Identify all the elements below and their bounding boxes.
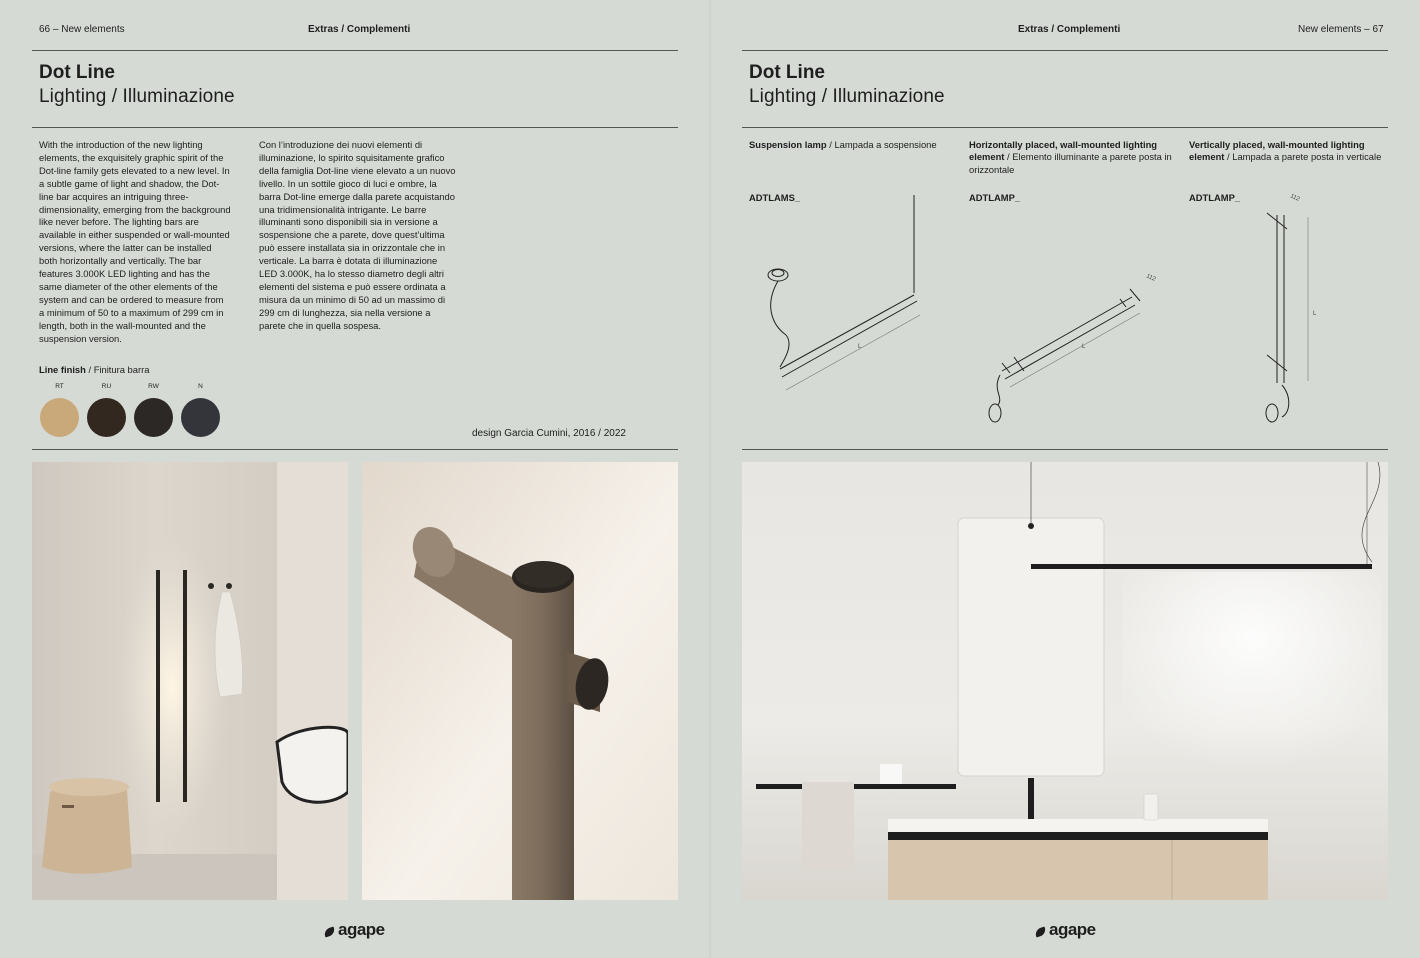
section-header: Extras / Complementi: [308, 24, 411, 35]
photo-bathroom: [742, 462, 1388, 900]
right-page: [711, 0, 1420, 958]
dim-length-horizontal: L: [1082, 344, 1086, 350]
leaf-icon: [323, 926, 336, 937]
product-code-suspension: ADTLAMS_: [749, 192, 801, 203]
dim-diameter-vertical: 112: [1289, 193, 1301, 203]
product-name-suspension-it: / Lampada a sospensione: [826, 139, 937, 150]
title-divider: [32, 127, 678, 128]
finish-swatch-ru: [87, 398, 126, 437]
product-title-right: Dot Line: [749, 62, 825, 83]
dim-length-vertical: L: [1313, 311, 1317, 317]
brand-logo: [324, 920, 385, 940]
bathroom-illustration: [742, 462, 1388, 900]
product-name-suspension: [749, 139, 954, 151]
finish-swatch-rt: [40, 398, 79, 437]
product-name-vertical-it: / Lampada a parete posta in verticale: [1224, 151, 1382, 163]
product-subtitle-right: Lighting / Illuminazione: [749, 86, 945, 107]
product-code-vertical: ADTLAMP_: [1189, 192, 1241, 203]
page-header-left: 66 – New elements: [39, 24, 125, 35]
photo-divider: [32, 449, 678, 450]
header-divider-right: [742, 50, 1388, 51]
page-header-right: New elements – 67: [1298, 24, 1384, 35]
finish-code-rt: RT: [55, 383, 64, 390]
finish-code-n: N: [198, 383, 203, 390]
section-header-right: Extras / Complementi: [1018, 24, 1121, 35]
photo-divider-right: [742, 449, 1388, 450]
product-title: Dot Line: [39, 62, 115, 83]
photo-wall-bars: [32, 462, 348, 900]
product-name-vertical: [1189, 139, 1394, 164]
finish-label-it: / Finitura barra: [85, 364, 150, 375]
photo-detail: [362, 462, 678, 900]
product-name-horizontal: [969, 139, 1174, 176]
leaf-icon: [1034, 926, 1047, 937]
detail-illustration: [362, 462, 678, 900]
left-page: [0, 0, 709, 958]
header-divider: [32, 50, 678, 51]
product-name-horizontal-it: / Elemento illuminante a parete posta in orizzontale: [969, 151, 1172, 175]
brand-logo-text: agape: [338, 920, 385, 939]
dim-length-suspension: L: [858, 344, 862, 350]
finish-code-rw: RW: [148, 383, 159, 390]
product-subtitle: Lighting / Illuminazione: [39, 86, 235, 107]
wall-bars-illustration: [32, 462, 348, 900]
brand-logo-text-right: agape: [1049, 920, 1096, 939]
finish-label-en: Line finish: [39, 364, 86, 375]
product-name-suspension-en: Suspension lamp: [749, 139, 827, 150]
finish-code-ru: RU: [101, 383, 112, 390]
finish-swatch-rw: [134, 398, 173, 437]
product-name-vertical-en: Vertically placed, wall-mounted lighting element: [1189, 139, 1365, 163]
finish-swatch-n: [181, 398, 220, 437]
technical-drawings: [742, 185, 1388, 435]
description-en: With the introduction of the new lighting elements, the exquisitely graphic spirit of the Dot-line family gets elevated to a new level. In a subtle game of light and shadow, the Dot-line bar acquires an intriguing three-dimensionality, emerging from the background like never before. The lighting bars are available in either suspended or wall-mounted versions, where the latter can be installed both horizontally and vertically. The bar features 3.000K LED lighting and has the same diameter of the other elements of the system and can be ordered to measure from a minimum of 50 to a maximum of 299 cm in length, both in the wall-mounted and the suspension version.: [39, 139, 231, 344]
title-divider-right: [742, 127, 1388, 128]
description-it: Con l’introduzione dei nuovi elementi di illuminazione, lo spirito squisitamente grafico della famiglia Dot-line viene elevato a un nuovo livello. In un sottile gioco di luci e ombre, la barra Dot-line emerge dalla parete acquistando una tridimensionalità intrigante. Le barre illuminanti sono disponibili sia in versione a sospensione che a parete, dove quest’ultima può essere installata sia in orizzontale che in verticale. La barra è dotata di illuminazione LED 3.000K, ha lo stesso diametro degli altri elementi del sistema e può essere ordinata a misura da un minimo di 50 ad un massimo di 299 cm di lunghezza, sia nella versione a parete che in quella sospesa.: [259, 139, 456, 331]
finish-label: [39, 364, 149, 376]
brand-logo-right: [1035, 920, 1096, 940]
dim-diameter-horizontal: 112: [1145, 273, 1157, 283]
design-credit: design Garcia Cumini, 2016 / 2022: [472, 428, 626, 439]
product-code-horizontal: ADTLAMP_: [969, 192, 1021, 203]
product-name-horizontal-en: Horizontally placed, wall-mounted lighting element: [969, 139, 1158, 163]
